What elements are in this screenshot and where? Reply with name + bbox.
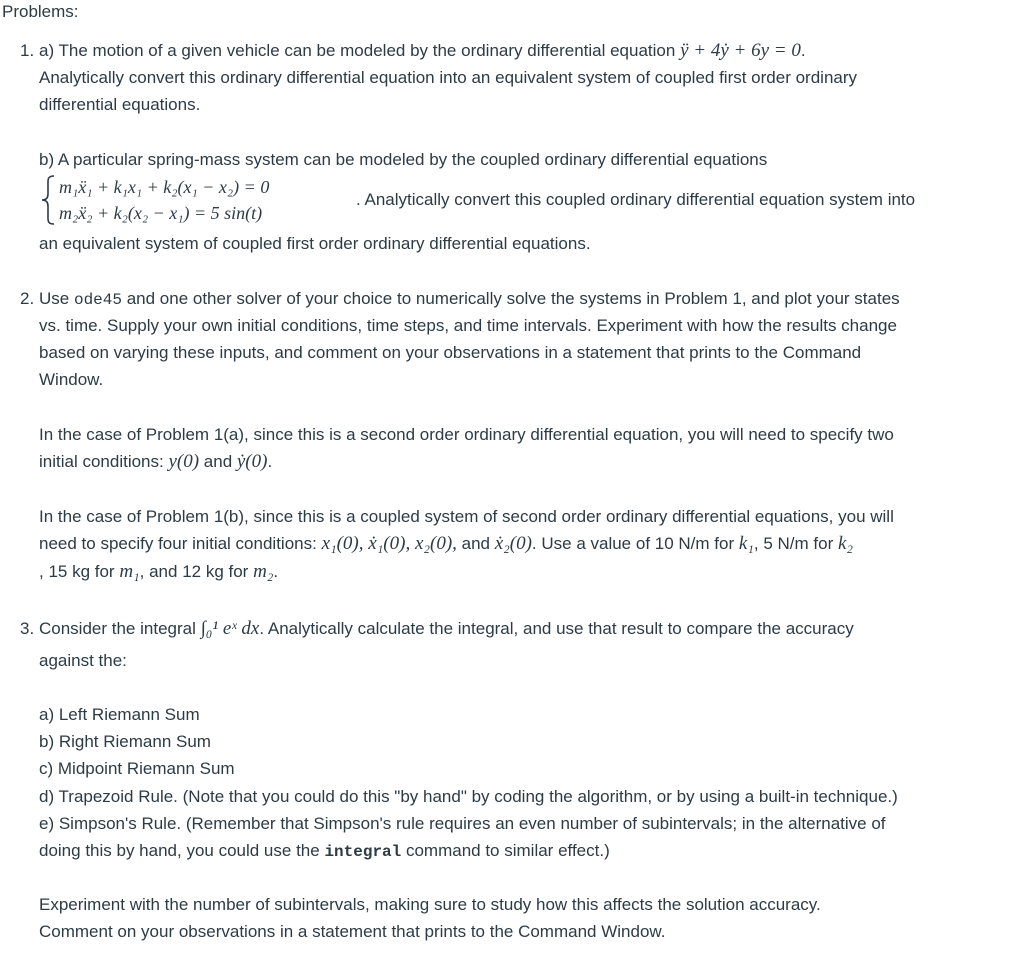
problem-3-number: 3.: [20, 619, 35, 638]
list-item: d) Trapezoid Rule. (Note that you could do this "by hand" by coding the algorithm, or by using a built-in technique.): [39, 787, 898, 806]
list-item: c) Midpoint Riemann Sum: [39, 759, 235, 778]
ode45-code: ode45: [73, 291, 122, 309]
coupled-equation-2: m₂ẍ₂ + k₂(x₂ − x₁) = 5 sin(t): [59, 203, 263, 223]
problem-2-para3-line-2: [39, 534, 853, 554]
list-item: b) Right Riemann Sum: [39, 732, 211, 751]
item-e-text: doing this by hand, you could use the: [39, 841, 325, 860]
list-item: a) Left Riemann Sum: [39, 705, 200, 724]
initial-conditions-text: initial conditions:: [39, 452, 169, 471]
list-item-e-line-1: e) Simpson's Rule. (Remember that Simpson's rule requires an even number of subintervals; in the alternative of: [39, 814, 886, 833]
ydot0-symbol: ẏ(0): [236, 451, 268, 472]
problem-1a-text: a) The motion of a given vehicle can be modeled by the ordinary differential equation: [39, 41, 681, 60]
problem-1a-line-2: Analytically convert this ordinary differential equation into an equivalent system of coupled first order ordinary: [39, 68, 858, 87]
problem-2-para3-line-3: [39, 562, 278, 582]
problem-2-line-4: Window.: [39, 370, 104, 389]
problem-2-line-1: [39, 289, 900, 310]
left-brace-icon: [39, 174, 59, 226]
k1-value-text: . Use a value of 10 N/m for: [531, 534, 739, 553]
and-text: and: [199, 452, 237, 471]
and-text: and: [456, 534, 495, 553]
m1-value-text: , 15 kg for: [39, 562, 120, 581]
problem-1b-line-3: an equivalent system of coupled first order ordinary differential equations.: [39, 234, 591, 253]
problem-1-number: 1.: [20, 41, 35, 60]
problem-3-text-cont: . Analytically calculate the integral, and use that result to compare the accuracy: [259, 619, 854, 638]
k2-value-text: , 5 N/m for: [753, 534, 838, 553]
integral-code: integral: [324, 843, 402, 861]
problem-2-para2-line-1: In the case of Problem 1(a), since this is a second order ordinary differential equation, you will need to specify two: [39, 425, 894, 444]
coupled-ode-system: [39, 174, 357, 226]
m2-symbol: m₂: [253, 561, 274, 582]
page-title: Problems:: [2, 2, 79, 21]
vehicle-ode-equation: ÿ + 4ẏ + 6y = 0: [680, 40, 801, 61]
closing-line-2: Comment on your observations in a statement that prints to the Command Window.: [39, 922, 666, 941]
problem-2-line-3: based on varying these inputs, and comment on your observations in a statement that prints to the Command: [39, 343, 862, 362]
problem-2-line-2: vs. time. Supply your own initial conditions, time steps, and time intervals. Experiment with how the results change: [39, 316, 897, 335]
problem-3-line-1: [39, 619, 854, 639]
problem-3-line-2: against the:: [39, 651, 127, 670]
problem-1b-line-1: b) A particular spring-mass system can be modeled by the coupled ordinary differential equations: [39, 150, 768, 169]
m1-symbol: m₁: [119, 561, 140, 582]
problem-3-text: Consider the integral: [39, 619, 201, 638]
y0-symbol: y(0): [168, 451, 200, 472]
coupled-equation-1: m₁ẍ₁ + k₁x₁ + k₂(x₁ − x₂) = 0: [59, 177, 270, 197]
sentence-period: .: [273, 562, 279, 581]
list-item-e-line-2: [39, 841, 610, 862]
m2-value-text: , and 12 kg for: [139, 562, 254, 581]
problem-2-text: Use: [39, 289, 74, 308]
problem-2-number: 2.: [20, 289, 35, 308]
closing-line-1: Experiment with the number of subintervals, making sure to study how this affects the solution accuracy.: [39, 895, 821, 914]
problem-1a-line-1: [39, 41, 806, 61]
k2-symbol: k₂: [837, 533, 854, 554]
problem-2-text-cont: and one other solver of your choice to numerically solve the systems in Problem 1, and plot your states: [121, 289, 900, 308]
problem-1b-after-system: . Analytically convert this coupled ordinary differential equation system into: [356, 190, 916, 209]
item-e-text-cont: command to similar effect.): [401, 841, 610, 860]
x2dot0-symbol: ẋ₂(0): [494, 533, 532, 554]
problem-2-para3-line-1: In the case of Problem 1(b), since this is a coupled system of second order ordinary differential equations, you will: [39, 507, 894, 526]
sentence-period: .: [800, 41, 806, 60]
k1-symbol: k₁: [738, 533, 754, 554]
integral-expression: ∫₀¹ eˣ dx: [200, 618, 260, 639]
four-ics-text: need to specify four initial conditions:: [39, 534, 322, 553]
problem-1a-line-3: differential equations.: [39, 95, 201, 114]
ics-symbols: x₁(0), ẋ₁(0), x₂(0),: [321, 533, 457, 554]
sentence-period: .: [267, 452, 273, 471]
problem-2-para2-line-2: [39, 452, 272, 472]
